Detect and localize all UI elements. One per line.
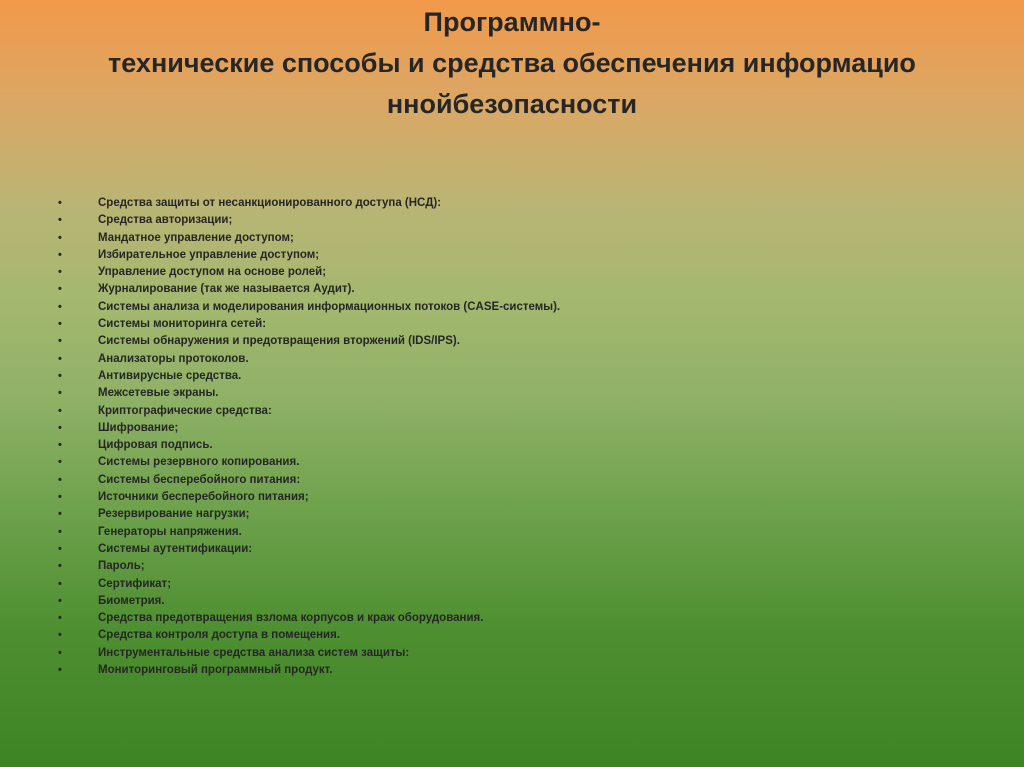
bullet-dot: • bbox=[58, 421, 62, 434]
bullet-text: Криптографические средства: bbox=[98, 404, 272, 417]
bullet-text: Анализаторы протоколов. bbox=[98, 352, 249, 365]
bullet-dot: • bbox=[58, 664, 62, 677]
bullet-dot: • bbox=[58, 214, 62, 227]
list-item bbox=[58, 420, 758, 437]
bullet-text: Биометрия. bbox=[98, 594, 165, 607]
bullet-dot: • bbox=[58, 473, 62, 486]
bullet-dot: • bbox=[58, 404, 62, 417]
bullet-text: Системы обнаружения и предотвращения вторжений (IDS/IPS). bbox=[98, 335, 460, 348]
list-item bbox=[58, 403, 758, 420]
bullet-text: Системы аутентификации: bbox=[98, 542, 253, 555]
bullet-text: Источники бесперебойного питания; bbox=[98, 491, 309, 504]
bullet-list bbox=[58, 195, 758, 679]
list-item bbox=[58, 506, 758, 523]
list-item bbox=[58, 437, 758, 454]
bullet-dot: • bbox=[58, 439, 62, 452]
list-item bbox=[58, 662, 758, 679]
list-item bbox=[58, 524, 758, 541]
bullet-text: Шифрование; bbox=[98, 421, 179, 434]
bullet-text: Антивирусные средства. bbox=[98, 369, 242, 382]
bullet-text: Мониторинговый программный продукт. bbox=[98, 664, 333, 677]
bullet-dot: • bbox=[58, 456, 62, 469]
list-item bbox=[58, 385, 758, 402]
bullet-text: Мандатное управление доступом; bbox=[98, 231, 294, 244]
slide-title bbox=[40, 2, 984, 125]
bullet-dot: • bbox=[58, 629, 62, 642]
list-item bbox=[58, 610, 758, 627]
bullet-text: Системы резервного копирования. bbox=[98, 456, 300, 469]
bullet-dot: • bbox=[58, 231, 62, 244]
list-item bbox=[58, 368, 758, 385]
bullet-dot: • bbox=[58, 542, 62, 555]
bullet-text: Системы бесперебойного питания: bbox=[98, 473, 301, 486]
list-item bbox=[58, 299, 758, 316]
bullet-dot: • bbox=[58, 560, 62, 573]
bullet-text: Средства авторизации; bbox=[98, 214, 233, 227]
list-item bbox=[58, 230, 758, 247]
bullet-text: Инструментальные средства анализа систем защиты: bbox=[98, 646, 410, 659]
list-item bbox=[58, 316, 758, 333]
list-item bbox=[58, 454, 758, 471]
bullet-dot: • bbox=[58, 508, 62, 521]
bullet-dot: • bbox=[58, 335, 62, 348]
bullet-text: Межсетевые экраны. bbox=[98, 387, 219, 400]
bullet-dot: • bbox=[58, 369, 62, 382]
bullet-dot: • bbox=[58, 300, 62, 313]
list-item bbox=[58, 627, 758, 644]
bullet-text: Средства защиты от несанкционированного доступа (НСД): bbox=[98, 197, 442, 209]
bullet-dot: • bbox=[58, 612, 62, 625]
list-item bbox=[58, 281, 758, 298]
bullet-text: Журналирование (так же называется Аудит). bbox=[98, 283, 355, 296]
bullet-dot: • bbox=[58, 491, 62, 504]
bullet-dot: • bbox=[58, 387, 62, 400]
list-item bbox=[58, 558, 758, 575]
list-item bbox=[58, 576, 758, 593]
bullet-text: Резервирование нагрузки; bbox=[98, 508, 250, 521]
bullet-dot: • bbox=[58, 197, 62, 209]
bullet-dot: • bbox=[58, 283, 62, 296]
list-item bbox=[58, 264, 758, 281]
bullet-dot: • bbox=[58, 352, 62, 365]
bullet-text: Системы мониторинга сетей: bbox=[98, 318, 267, 331]
list-item bbox=[58, 645, 758, 662]
list-item bbox=[58, 541, 758, 558]
bullet-dot: • bbox=[58, 248, 62, 261]
list-item bbox=[58, 593, 758, 610]
list-item bbox=[58, 333, 758, 350]
slide-title-line-3: ннойбезопасности bbox=[386, 89, 638, 119]
list-item bbox=[58, 472, 758, 489]
list-item bbox=[58, 195, 758, 212]
list-item bbox=[58, 247, 758, 264]
slide-title-line-2: технические способы и средства обеспечения информацио bbox=[108, 48, 916, 78]
bullet-dot: • bbox=[58, 646, 62, 659]
slide-title-line-1: Программно- bbox=[423, 7, 601, 37]
bullet-text: Пароль; bbox=[98, 560, 145, 573]
bullet-text: Средства контроля доступа в помещения. bbox=[98, 629, 341, 642]
bullet-text: Генераторы напряжения. bbox=[98, 525, 242, 538]
bullet-text: Системы анализа и моделирования информационных потоков (CASE-системы). bbox=[98, 300, 561, 313]
bullet-dot: • bbox=[58, 318, 62, 331]
bullet-dot: • bbox=[58, 266, 62, 279]
list-item bbox=[58, 489, 758, 506]
bullet-dot: • bbox=[58, 525, 62, 538]
bullet-text: Управление доступом на основе ролей; bbox=[98, 266, 327, 279]
bullet-text: Цифровая подпись. bbox=[98, 439, 213, 452]
bullet-dot: • bbox=[58, 594, 62, 607]
bullet-text: Сертификат; bbox=[98, 577, 172, 590]
bullet-text: Избирательное управление доступом; bbox=[98, 248, 320, 261]
list-item bbox=[58, 212, 758, 229]
list-item bbox=[58, 351, 758, 368]
bullet-dot: • bbox=[58, 577, 62, 590]
bullet-text: Средства предотвращения взлома корпусов и краж оборудования. bbox=[98, 612, 484, 625]
